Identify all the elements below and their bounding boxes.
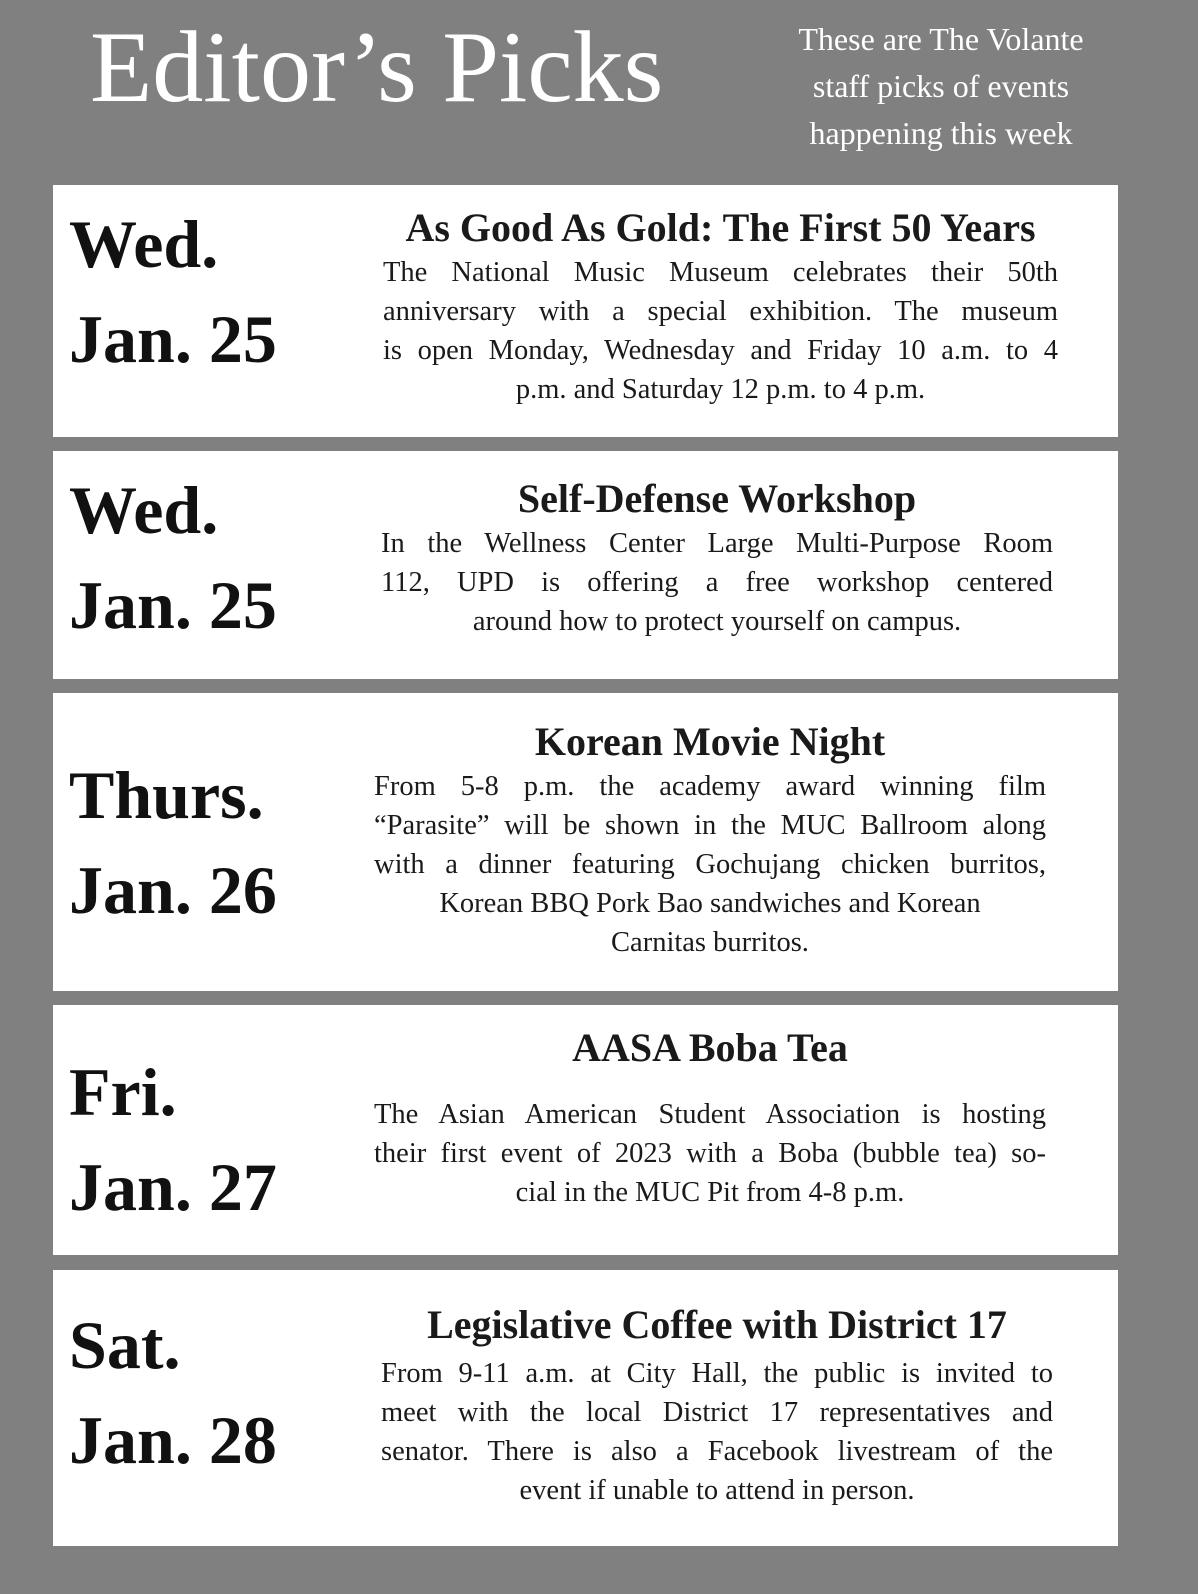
event-description-line: around how to protect yourself on campus. (472, 606, 962, 637)
event-date-text: Jan. 25 (69, 567, 277, 643)
event-card (53, 451, 1118, 679)
event-description-line: From 9-11 a.m. at City Hall, the public is invited to (381, 1358, 1053, 1389)
event-description-line: 112, UPD is offering a free workshop centered (381, 567, 1053, 598)
event-title: AASA Boba Tea (572, 1025, 848, 1070)
event-description-line: event if unable to attend in person. (519, 1475, 915, 1506)
tagline-line: happening this week (809, 115, 1073, 151)
event-description-line: The National Music Museum celebrates their 50th (383, 257, 1058, 288)
event-date-text: Jan. 28 (69, 1402, 277, 1478)
event-date (69, 1045, 277, 1235)
event-description-line: In the Wellness Center Large Multi-Purpose Room (381, 528, 1053, 559)
event-date-text: Jan. 27 (69, 1149, 277, 1225)
event-description-line: The Asian American Student Association is hosting (374, 1099, 1046, 1130)
event-day: Fri. (69, 1054, 177, 1130)
event-description-line: meet with the local District 17 representatives and (381, 1397, 1053, 1428)
event-title: Korean Movie Night (534, 719, 886, 764)
event-body (381, 1300, 1053, 1510)
event-card (53, 185, 1118, 437)
event-date-text: Jan. 26 (69, 852, 277, 928)
event-title: As Good As Gold: The First 50 Years (405, 205, 1036, 250)
event-title: Legislative Coffee with District 17 (427, 1302, 1007, 1347)
page-header (0, 0, 1198, 185)
event-description-line: p.m. and Saturday 12 p.m. to 4 p.m. (515, 374, 926, 405)
page-tagline (740, 16, 1142, 157)
event-description (383, 253, 1058, 409)
event-description-line: Carnitas burritos. (611, 927, 809, 958)
event-description-line: “Parasite” will be shown in the MUC Ballroom along (374, 810, 1046, 841)
event-body (381, 474, 1053, 641)
event-description-line: From 5-8 p.m. the academy award winning film (374, 771, 1046, 802)
event-description-line: with a dinner featuring Gochujang chicken burritos, (374, 849, 1046, 880)
event-day: Sat. (69, 1307, 181, 1383)
event-date-text: Jan. 25 (69, 301, 277, 377)
event-description-line: anniversary with a special exhibition. The museum (383, 296, 1058, 327)
event-description-line: Korean BBQ Pork Bao sandwiches and Korean (439, 888, 981, 919)
event-description-line: cial in the MUC Pit from 4-8 p.m. (515, 1177, 905, 1208)
event-description-line: is open Monday, Wednesday and Friday 10 a.m. to 4 (383, 335, 1058, 366)
event-card (53, 693, 1118, 991)
event-day: Wed. (69, 472, 219, 548)
event-date (69, 1298, 277, 1488)
event-title: Self-Defense Workshop (517, 476, 917, 521)
event-card (53, 1005, 1118, 1255)
event-body (374, 717, 1046, 962)
event-body (383, 203, 1058, 409)
event-description-line: senator. There is also a Facebook livestream of the (381, 1436, 1053, 1467)
event-body (374, 1023, 1046, 1212)
tagline-line: These are The Volante (798, 21, 1084, 57)
page-title: Editor’s Picks (90, 11, 664, 124)
event-day: Thurs. (69, 757, 264, 833)
event-day: Wed. (69, 206, 219, 282)
event-description (374, 767, 1046, 962)
event-description (381, 1354, 1053, 1510)
event-date (69, 197, 277, 387)
event-card (53, 1270, 1118, 1546)
event-description (374, 1095, 1046, 1212)
tagline-line: staff picks of events (812, 68, 1070, 104)
event-description (381, 524, 1053, 641)
event-date (69, 463, 277, 653)
event-date (69, 748, 277, 938)
event-description-line: their first event of 2023 with a Boba (bubble tea) so- (374, 1138, 1046, 1169)
